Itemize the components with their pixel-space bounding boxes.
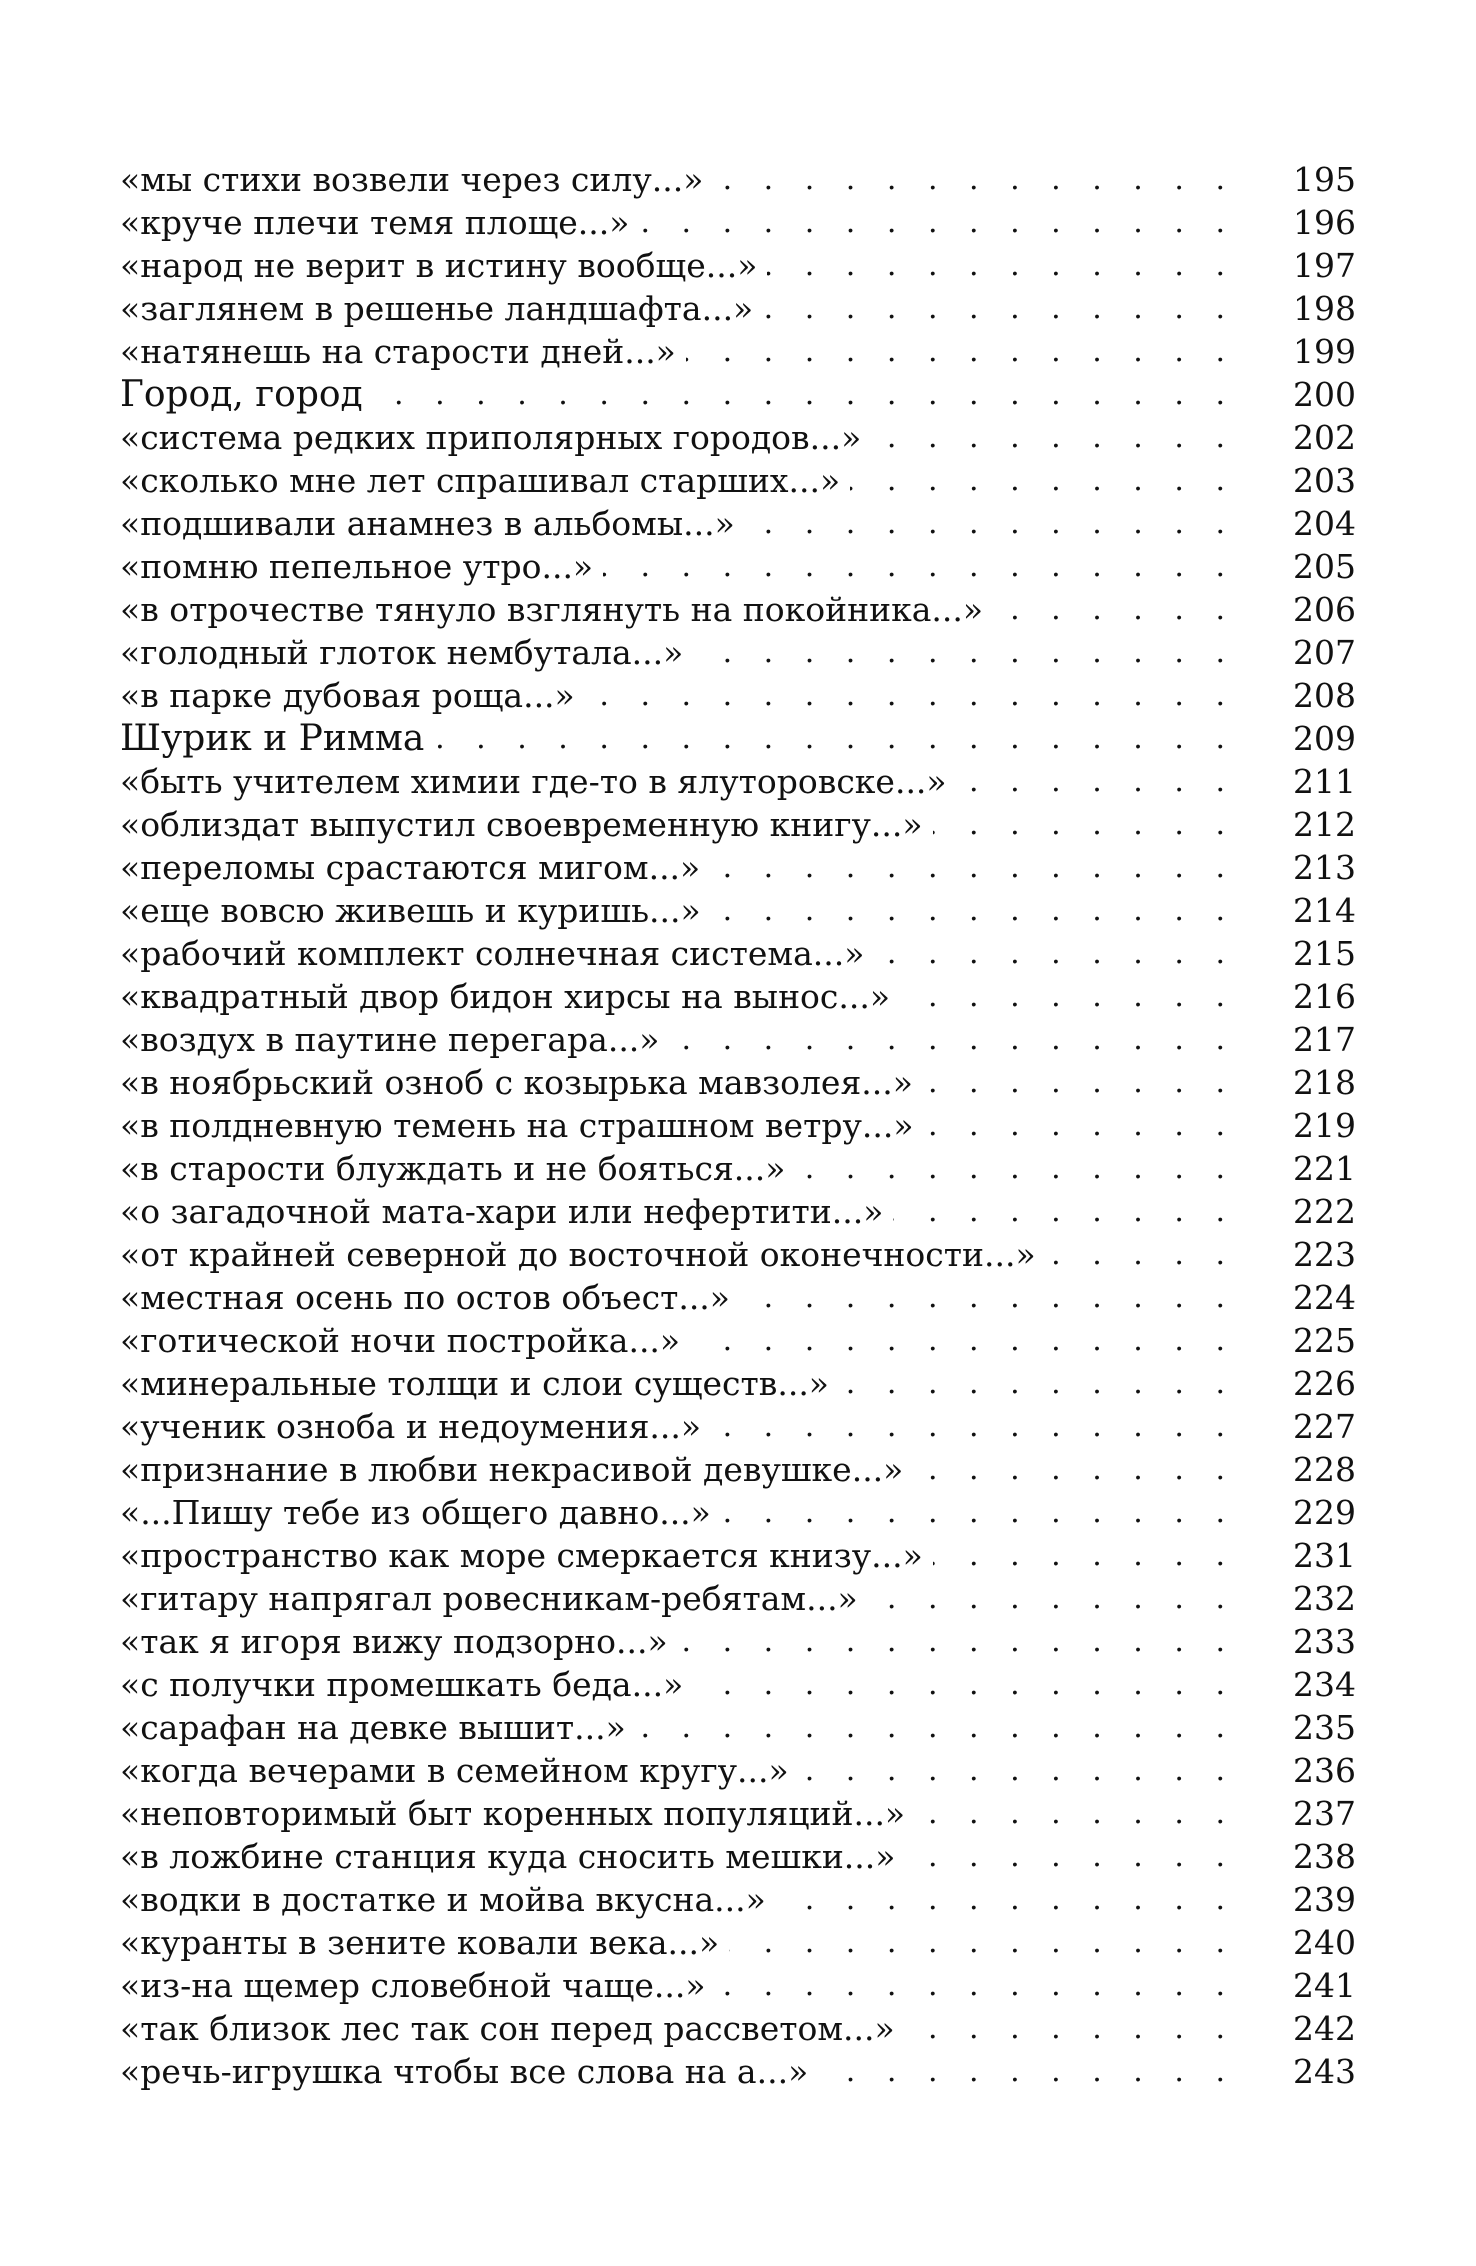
- toc-entry: [120, 588, 1356, 631]
- dot-leader: [957, 760, 1236, 803]
- toc-entry-page-number: 196: [1293, 203, 1356, 242]
- toc-entry-page-number: 197: [1293, 246, 1356, 285]
- toc-entry-page-number: 215: [1293, 934, 1356, 973]
- dot-leader: [893, 1190, 1236, 1233]
- dot-leader: [711, 1405, 1236, 1448]
- toc-entry-title: «воздух в паутине перегара...»: [120, 1020, 660, 1059]
- dot-leader: [740, 1276, 1236, 1319]
- toc-entry-title: «минеральные толщи и слои существ...»: [120, 1364, 830, 1403]
- dot-leader: [639, 201, 1236, 244]
- toc-entry: [120, 2007, 1356, 2050]
- toc-entry: [120, 1663, 1356, 1706]
- toc-entry-title: «в парке дубовая роща...»: [120, 676, 575, 715]
- dot-leader: [585, 674, 1236, 717]
- toc-entry-page-number: 211: [1293, 762, 1356, 801]
- toc-entry-title: Город, город: [120, 374, 363, 415]
- toc-entry-page-number: 239: [1293, 1880, 1356, 1919]
- toc-entry-page-number: 207: [1293, 633, 1356, 672]
- toc-entry-page-number: 223: [1293, 1235, 1356, 1274]
- toc-entry-title: «водки в достатке и мойва вкусна...»: [120, 1880, 766, 1919]
- toc-entry-page-number: 216: [1293, 977, 1356, 1016]
- toc-entry-page-number: 229: [1293, 1493, 1356, 1532]
- toc-entry-title: «облиздат выпустил своевременную книгу...»: [120, 805, 923, 844]
- toc-entry: [120, 1706, 1356, 1749]
- dot-leader: [434, 717, 1236, 760]
- toc-entry: [120, 1190, 1356, 1233]
- toc-entry: [120, 330, 1356, 373]
- toc-entry-page-number: 222: [1293, 1192, 1356, 1231]
- toc-entry-title: «заглянем в решенье ландшафта...»: [120, 289, 754, 328]
- toc-entry-title: «рабочий комплект солнечная система...»: [120, 934, 865, 973]
- toc-entry: [120, 846, 1356, 889]
- dot-leader: [686, 330, 1236, 373]
- dot-leader: [710, 846, 1236, 889]
- toc-entry: [120, 674, 1356, 717]
- dot-leader: [913, 1448, 1236, 1491]
- toc-entry-page-number: 203: [1293, 461, 1356, 500]
- toc-entry-page-number: 240: [1293, 1923, 1356, 1962]
- dot-leader: [905, 1835, 1236, 1878]
- toc-entry-title: «в старости блуждать и не бояться...»: [120, 1149, 786, 1188]
- toc-entry-title: «быть учителем химии где-то в ялуторовске...»: [120, 762, 947, 801]
- toc-entry-title: «сарафан на девке вышит...»: [120, 1708, 626, 1747]
- dot-leader: [693, 1663, 1236, 1706]
- toc-entry: [120, 1577, 1356, 1620]
- toc-entry-title: «о загадочной мата-хари или нефертити...»: [120, 1192, 884, 1231]
- toc-entry-page-number: 195: [1293, 160, 1356, 199]
- toc-entry-title: «местная осень по остов объест...»: [120, 1278, 730, 1317]
- toc-entry-page-number: 208: [1293, 676, 1356, 715]
- toc-entry: [120, 1921, 1356, 1964]
- dot-leader: [850, 459, 1236, 502]
- toc-entry: [120, 1792, 1356, 1835]
- dot-leader: [763, 287, 1236, 330]
- dot-leader: [933, 1534, 1236, 1577]
- toc-entry: [120, 158, 1356, 201]
- toc-entry-page-number: 238: [1293, 1837, 1356, 1876]
- toc-entry-title: «система редких приполярных городов...»: [120, 418, 862, 457]
- toc-entry: [120, 459, 1356, 502]
- toc-entry-title: «когда вечерами в семейном кругу...»: [120, 1751, 789, 1790]
- toc-entry-title: Шурик и Римма: [120, 718, 425, 759]
- toc-entry-title: «мы стихи возвели через силу...»: [120, 160, 704, 199]
- dot-leader: [693, 631, 1236, 674]
- toc-entry-title: «признание в любви некрасивой девушке...»: [120, 1450, 904, 1489]
- toc-entry: [120, 1104, 1356, 1147]
- toc-entry-title: «переломы срастаются мигом...»: [120, 848, 701, 887]
- toc-entry: [120, 1276, 1356, 1319]
- toc-entry-page-number: 227: [1293, 1407, 1356, 1446]
- dot-leader: [603, 545, 1236, 588]
- toc-entry-title: «так близок лес так сон перед рассветом...»: [120, 2009, 895, 2048]
- dot-leader: [678, 1620, 1236, 1663]
- toc-entry-page-number: 231: [1293, 1536, 1356, 1575]
- dot-leader: [874, 932, 1236, 975]
- toc-entry: [120, 1319, 1356, 1362]
- toc-entry: [120, 631, 1356, 674]
- toc-entry: [120, 416, 1356, 459]
- toc-entry-page-number: 198: [1293, 289, 1356, 328]
- toc-entry: [120, 1405, 1356, 1448]
- dot-leader: [776, 1878, 1236, 1921]
- toc-entry-title: «в отрочестве тянуло взглянуть на покойника...»: [120, 590, 984, 629]
- toc-entry-title: «с получки промешкать беда...»: [120, 1665, 684, 1704]
- dot-leader: [915, 1792, 1236, 1835]
- toc-entry-page-number: 234: [1293, 1665, 1356, 1704]
- table-of-contents: [120, 158, 1356, 2093]
- toc-entry-page-number: 242: [1293, 2009, 1356, 2048]
- dot-leader: [923, 1061, 1236, 1104]
- dot-leader: [767, 244, 1236, 287]
- dot-leader: [373, 373, 1236, 416]
- toc-entry-page-number: 225: [1293, 1321, 1356, 1360]
- toc-entry-page-number: 218: [1293, 1063, 1356, 1102]
- toc-entry: [120, 1491, 1356, 1534]
- dot-leader: [795, 1147, 1236, 1190]
- toc-entry: [120, 1878, 1356, 1921]
- toc-entry: [120, 201, 1356, 244]
- toc-entry: [120, 244, 1356, 287]
- toc-entry: [120, 1147, 1356, 1190]
- toc-entry-page-number: 214: [1293, 891, 1356, 930]
- toc-entry: [120, 2050, 1356, 2093]
- toc-entry-page-number: 199: [1293, 332, 1356, 371]
- dot-leader: [721, 1491, 1236, 1534]
- toc-entry: [120, 1362, 1356, 1405]
- dot-leader: [711, 889, 1236, 932]
- dot-leader: [745, 502, 1236, 545]
- toc-entry: [120, 1534, 1356, 1577]
- toc-entry: [120, 760, 1356, 803]
- dot-leader: [818, 2050, 1236, 2093]
- toc-entry-title: «подшивали анамнез в альбомы...»: [120, 504, 735, 543]
- toc-entry: [120, 889, 1356, 932]
- toc-entry-title: «в ложбине станция куда сносить мешки...»: [120, 1837, 896, 1876]
- dot-leader: [1046, 1233, 1236, 1276]
- toc-entry: [120, 717, 1356, 760]
- toc-entry-page-number: 236: [1293, 1751, 1356, 1790]
- toc-entry-page-number: 206: [1293, 590, 1356, 629]
- toc-entry-title: «голодный глоток нембутала...»: [120, 633, 684, 672]
- dot-leader: [868, 1577, 1236, 1620]
- toc-entry-title: «квадратный двор бидон хирсы на вынос...»: [120, 977, 891, 1016]
- toc-entry-title: «еще вовсю живешь и куришь...»: [120, 891, 701, 930]
- toc-entry: [120, 502, 1356, 545]
- dot-leader: [799, 1749, 1236, 1792]
- toc-entry-page-number: 221: [1293, 1149, 1356, 1188]
- toc-entry: [120, 975, 1356, 1018]
- dot-leader: [670, 1018, 1237, 1061]
- toc-entry-title: «гитару напрягал ровесникам-ребятам...»: [120, 1579, 858, 1618]
- toc-entry-page-number: 202: [1293, 418, 1356, 457]
- toc-entry-page-number: 213: [1293, 848, 1356, 887]
- toc-entry-page-number: 204: [1293, 504, 1356, 543]
- toc-entry-page-number: 243: [1293, 2052, 1356, 2091]
- toc-entry-title: «...Пишу тебе из общего давно...»: [120, 1493, 711, 1532]
- toc-entry-title: «сколько мне лет спрашивал старших...»: [120, 461, 841, 500]
- dot-leader: [933, 803, 1236, 846]
- toc-entry-page-number: 212: [1293, 805, 1356, 844]
- toc-entry-title: «помню пепельное утро...»: [120, 547, 594, 586]
- toc-entry-title: «куранты в зените ковали века...»: [120, 1923, 720, 1962]
- toc-entry-page-number: 205: [1293, 547, 1356, 586]
- toc-entry-page-number: 232: [1293, 1579, 1356, 1618]
- toc-entry: [120, 803, 1356, 846]
- toc-entry-title: «ученик озноба и недоумения...»: [120, 1407, 702, 1446]
- toc-entry: [120, 1448, 1356, 1491]
- dot-leader: [839, 1362, 1236, 1405]
- toc-entry-page-number: 235: [1293, 1708, 1356, 1747]
- toc-entry: [120, 1749, 1356, 1792]
- toc-entry-title: «круче плечи темя площе...»: [120, 203, 630, 242]
- toc-entry-page-number: 200: [1293, 375, 1356, 414]
- toc-entry-page-number: 224: [1293, 1278, 1356, 1317]
- dot-leader: [993, 588, 1236, 631]
- toc-entry-title: «так я игоря вижу подзорно...»: [120, 1622, 668, 1661]
- toc-entry-page-number: 228: [1293, 1450, 1356, 1489]
- toc-entry-title: «из-на щемер словебной чаще...»: [120, 1966, 706, 2005]
- toc-entry-page-number: 226: [1293, 1364, 1356, 1403]
- toc-entry-title: «от крайней северной до восточной оконечности...»: [120, 1235, 1036, 1274]
- toc-entry-title: «пространство как море смеркается книзу...»: [120, 1536, 923, 1575]
- toc-entry-title: «в полдневную темень на страшном ветру...»: [120, 1106, 914, 1145]
- toc-entry: [120, 1061, 1356, 1104]
- toc-entry: [120, 287, 1356, 330]
- dot-leader: [900, 975, 1236, 1018]
- toc-entry: [120, 1018, 1356, 1061]
- toc-entry-page-number: 233: [1293, 1622, 1356, 1661]
- toc-entry-page-number: 209: [1293, 719, 1356, 758]
- toc-entry: [120, 545, 1356, 588]
- toc-entry-title: «неповторимый быт коренных популяций...»: [120, 1794, 906, 1833]
- dot-leader: [716, 1964, 1236, 2007]
- toc-entry-page-number: 237: [1293, 1794, 1356, 1833]
- toc-entry: [120, 1835, 1356, 1878]
- dot-leader: [924, 1104, 1236, 1147]
- toc-entry: [120, 932, 1356, 975]
- toc-entry-title: «народ не верит в истину вообще...»: [120, 246, 758, 285]
- dot-leader: [871, 416, 1236, 459]
- toc-entry: [120, 1964, 1356, 2007]
- dot-leader: [729, 1921, 1236, 1964]
- toc-entry-title: «готической ночи постройка...»: [120, 1321, 681, 1360]
- toc-entry: [120, 1233, 1356, 1276]
- dot-leader: [713, 158, 1236, 201]
- toc-entry-page-number: 217: [1293, 1020, 1356, 1059]
- dot-leader: [636, 1706, 1236, 1749]
- toc-entry-page-number: 241: [1293, 1966, 1356, 2005]
- dot-leader: [690, 1319, 1236, 1362]
- toc-entry-title: «в ноябрьский озноб с козырька мавзолея...»: [120, 1063, 913, 1102]
- dot-leader: [905, 2007, 1236, 2050]
- toc-entry: [120, 373, 1356, 416]
- toc-entry: [120, 1620, 1356, 1663]
- toc-entry-title: «речь-игрушка чтобы все слова на а...»: [120, 2052, 809, 2091]
- toc-entry-page-number: 219: [1293, 1106, 1356, 1145]
- toc-entry-title: «натянешь на старости дней...»: [120, 332, 676, 371]
